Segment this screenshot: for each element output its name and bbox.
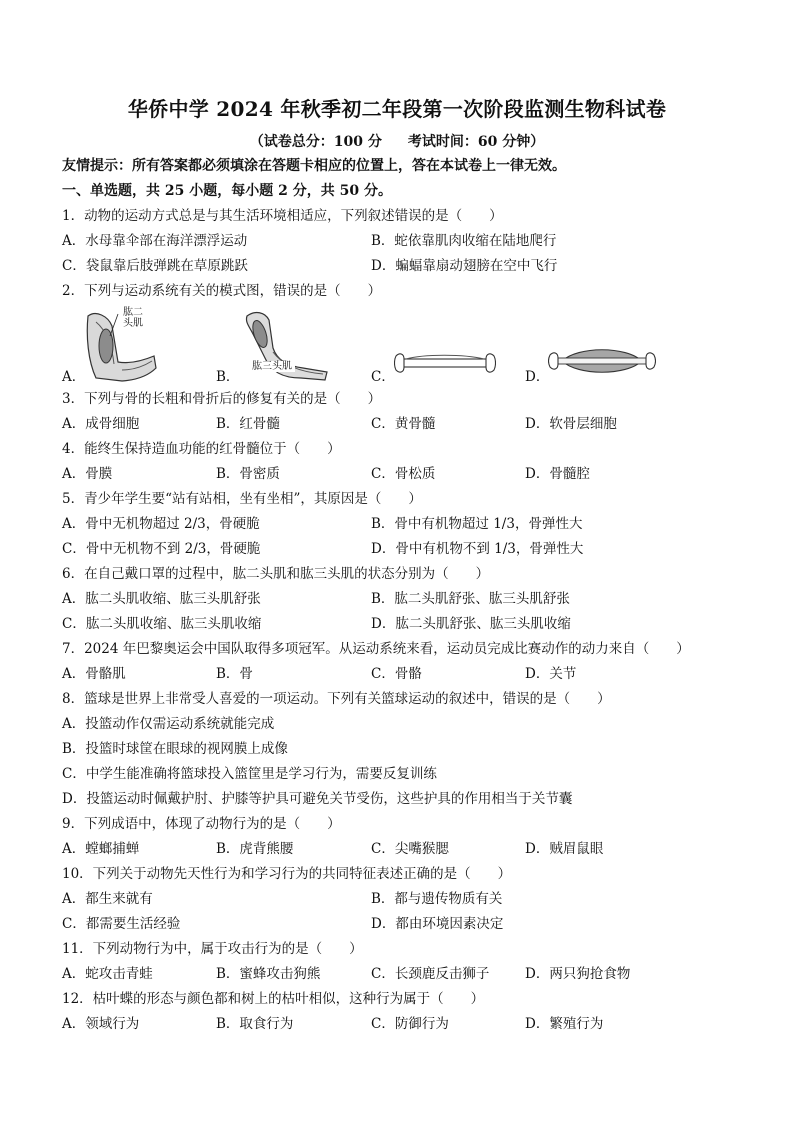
triceps-label: 肱三头肌 [249,361,295,372]
exam-title: 华侨中学 2024 年秋季初二年段第一次阶段监测生物科试卷 [127,97,667,121]
option-d: D．肱二头肌舒张、肱三头肌收缩 [371,616,571,632]
option-c: C．骨松质 [371,466,436,482]
question-stem: 7．2024 年巴黎奥运会中国队取得多项冠军。从运动系统来看，运动员完成比赛动作的动力来自（ ） [62,641,690,657]
question-stem: 9．下列成语中，体现了动物行为的是（ ） [62,816,341,832]
option-a: A．领域行为 [62,1016,140,1032]
option-a: A． [62,369,86,385]
option-c: C．黄骨髓 [371,416,436,432]
option-b: B．红骨髓 [216,416,280,432]
option-c: C．都需要生活经验 [62,916,181,932]
option-b: B．骨密质 [216,466,280,482]
notice: 友情提示：所有答案都必须填涂在答题卡相应的位置上，答在本试卷上一律无效。 [62,158,566,174]
option-a: A．骨骼肌 [62,666,126,682]
option-d: D．骨髓腔 [525,466,590,482]
option-d: D．两只狗抢食物 [525,966,631,982]
arm-triceps-figure [243,308,333,384]
option-d: D．贼眉鼠眼 [525,841,604,857]
option-b: B．肱二头肌舒张、肱三头肌舒张 [371,591,570,607]
option-b: B．虎背熊腰 [216,841,294,857]
total-score: （试卷总分：100 分 [249,134,382,150]
exam-time: 考试时间：60 分钟） [407,134,545,150]
question-stem: 6．在自己戴口罩的过程中，肱二头肌和肱三头肌的状态分别为（ ） [62,566,490,582]
option-a: A．肱二头肌收缩、肱三头肌舒张 [62,591,261,607]
question-stem: 8．篮球是世界上非常受人喜爱的一项运动。下列有关篮球运动的叙述中，错误的是（ ） [62,691,611,707]
option-c: C．袋鼠靠后肢弹跳在草原跳跃 [62,258,248,274]
section-heading: 一、单选题，共 25 小题，每小题 2 分，共 50 分。 [62,183,392,199]
option-b: B．骨中有机物超过 1/3，骨弹性大 [371,516,583,532]
option-c: C． [371,369,395,385]
option-d: D．骨中有机物不到 1/3，骨弹性大 [371,541,584,557]
option-c: C．骨中无机物不到 2/3，骨硬脆 [62,541,261,557]
option-d: D．关节 [525,666,577,682]
option-a: A．骨膜 [62,466,113,482]
option-c: C．骨骼 [371,666,422,682]
option-b: B． [216,369,240,385]
option-a: A．蛇攻击青蛙 [62,966,153,982]
option-b: B．取食行为 [216,1016,294,1032]
option-a: A．都生来就有 [62,891,153,907]
option-a: A．骨中无机物超过 2/3，骨硬脆 [62,516,260,532]
arm-biceps-figure [82,306,162,384]
option-a: A．水母靠伞部在海洋漂浮运动 [62,233,248,249]
bone-muscle-figure-c [394,350,496,376]
exam-meta [0,131,794,151]
option-c: C．防御行为 [371,1016,449,1032]
option-a: A．成骨细胞 [62,416,140,432]
biceps-label: 肱二头肌 [120,307,146,329]
option-c: C．肱二头肌收缩、肱三头肌收缩 [62,616,262,632]
question-stem: 2．下列与运动系统有关的模式图，错误的是（ ） [62,283,382,299]
option-a: A．投篮动作仅需运动系统就能完成 [62,716,275,732]
option-b: B．蛇依靠肌肉收缩在陆地爬行 [371,233,557,249]
question-stem: 3．下列与骨的长粗和骨折后的修复有关的是（ ） [62,391,382,407]
question-stem: 11．下列动物行为中，属于攻击行为的是（ ） [62,941,363,957]
option-d: D．都由环境因素决定 [371,916,504,932]
option-b: B．蜜蜂攻击狗熊 [216,966,321,982]
option-d: D．投篮运动时佩戴护肘、护膝等护具可避免关节受伤，这些护具的作用相当于关节囊 [62,791,573,807]
option-b: B．骨 [216,666,253,682]
question-stem: 4．能终生保持造血功能的红骨髓位于（ ） [62,441,341,457]
option-c: C．尖嘴猴腮 [371,841,449,857]
option-c: C．长颈鹿反击狮子 [371,966,490,982]
option-c: C．中学生能准确将篮球投入篮筐里是学习行为，需要反复训练 [62,766,437,782]
option-d: D． [525,369,550,385]
option-d: D．繁殖行为 [525,1016,604,1032]
question-stem: 12．枯叶蝶的形态与颜色都和树上的枯叶相似，这种行为属于（ ） [62,991,485,1007]
option-a: A．螳螂捕蝉 [62,841,140,857]
question-stem: 5．青少年学生要“站有站相，坐有坐相”，其原因是（ ） [62,491,422,507]
option-d: D．蝙蝠靠扇动翅膀在空中飞行 [371,258,558,274]
bone-muscle-figure-d [548,344,656,378]
question-stem: 10．下列关于动物先天性行为和学习行为的共同特征表述正确的是（ ） [62,866,512,882]
option-b: B．都与遗传物质有关 [371,891,503,907]
question-stem: 1．动物的运动方式总是与其生活环境相适应，下列叙述错误的是（ ） [62,208,503,224]
option-b: B．投篮时球筐在眼球的视网膜上成像 [62,741,288,757]
option-d: D．软骨层细胞 [525,416,617,432]
